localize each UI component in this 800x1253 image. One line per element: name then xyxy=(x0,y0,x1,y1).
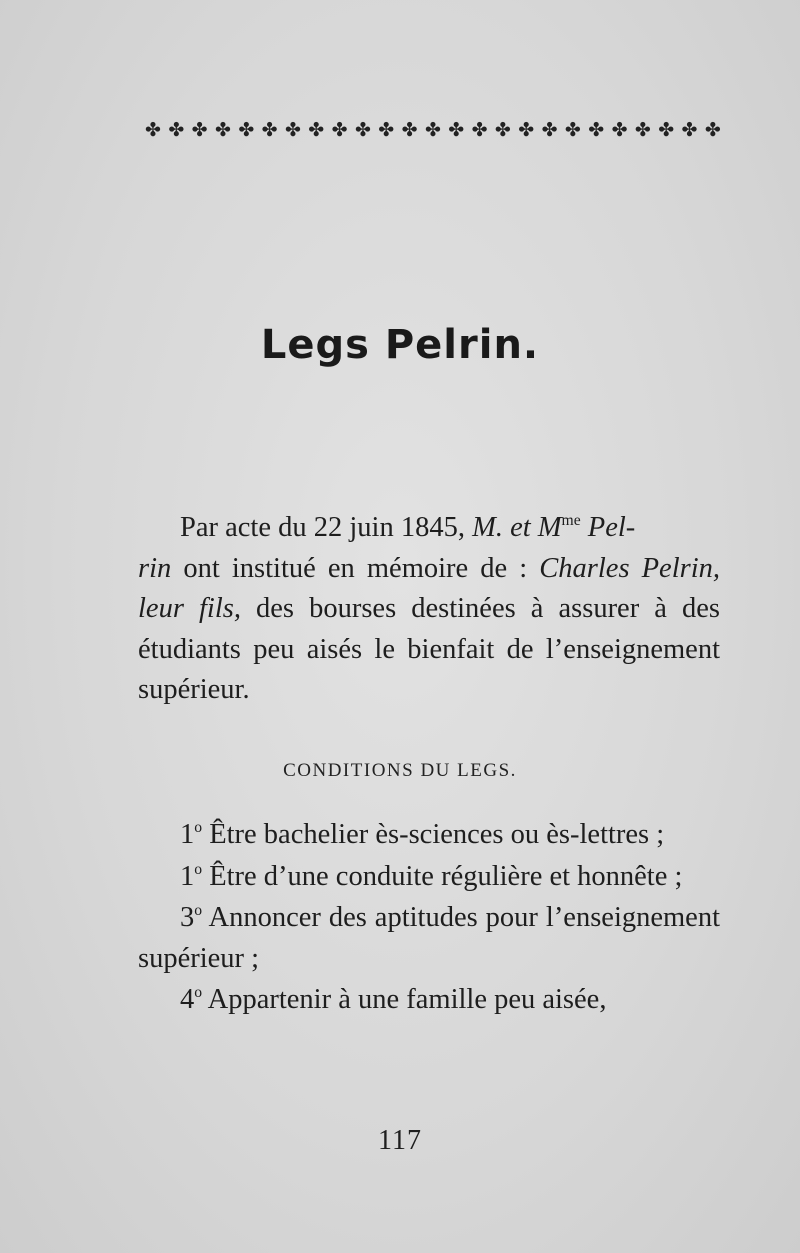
condition-item xyxy=(138,980,720,1021)
ornament-glyph: ✤ xyxy=(191,118,208,141)
intro-text-3: des bourses destinées à assurer à des étudiants peu aisés le bienfait de l’enseignement supérieur. xyxy=(138,593,720,705)
ornament-glyph: ✤ xyxy=(261,118,278,141)
ornament-glyph: ✤ xyxy=(611,118,628,141)
ordinal-mark: o xyxy=(194,984,203,1002)
ornament-glyph: ✤ xyxy=(564,118,581,141)
intro-sup: me xyxy=(561,512,581,530)
ornament-glyph: ✤ xyxy=(471,118,488,141)
condition-item xyxy=(138,815,720,856)
ornament-glyph: ✤ xyxy=(284,118,301,141)
page-number: 117 xyxy=(378,1125,422,1156)
condition-text: Être bachelier ès-sciences ou ès-lettres ; xyxy=(202,819,665,850)
condition-number: 1 xyxy=(180,819,195,850)
condition-item xyxy=(138,857,720,898)
condition-number: 1 xyxy=(180,860,195,892)
condition-number: 4 xyxy=(180,984,195,1015)
ornament-rule xyxy=(145,118,721,142)
ornament-glyph: ✤ xyxy=(378,118,395,141)
ornament-glyph: ✤ xyxy=(214,118,231,141)
ornament-glyph: ✤ xyxy=(354,118,371,141)
conditions-heading: CONDITIONS DU LEGS. xyxy=(283,760,517,781)
ornament-glyph: ✤ xyxy=(401,118,418,141)
intro-text-1: Par acte du 22 juin 1845, xyxy=(180,512,473,543)
conditions-list xyxy=(138,815,720,1022)
intro-italic-3: Charles Pelrin, leur fils, xyxy=(138,552,720,624)
intro-italic-2: Pel- rin xyxy=(138,512,636,584)
ornament-glyph: ✤ xyxy=(308,118,325,141)
ornament-glyph: ✤ xyxy=(704,118,721,141)
page-title: Legs Pelrin. xyxy=(260,322,540,368)
condition-text: Appartenir à une famille peu aisée, xyxy=(202,984,607,1015)
intro-paragraph xyxy=(138,508,720,711)
ornament-glyph: ✤ xyxy=(168,118,185,141)
ornament-glyph: ✤ xyxy=(681,118,698,141)
intro-italic-1: M. et M xyxy=(472,512,562,543)
ordinal-mark: o xyxy=(194,860,203,878)
ordinal-mark: o xyxy=(194,902,203,920)
ornament-glyph: ✤ xyxy=(448,118,465,141)
condition-text: Annoncer des aptitudes pour l’enseignement supérieur ; xyxy=(138,902,720,974)
ornament-glyph: ✤ xyxy=(518,118,535,141)
condition-item xyxy=(138,898,720,979)
ornament-glyph: ✤ xyxy=(145,118,161,141)
ornament-glyph: ✤ xyxy=(588,118,605,141)
ornament-glyph: ✤ xyxy=(238,118,255,141)
condition-text: Être d’une conduite régulière et honnête ; xyxy=(202,860,683,892)
ordinal-mark: o xyxy=(194,819,203,837)
ornament-glyph: ✤ xyxy=(331,118,348,141)
ornament-glyph: ✤ xyxy=(634,118,651,141)
condition-number: 3 xyxy=(180,902,195,933)
ornament-glyph: ✤ xyxy=(494,118,511,141)
ornament-glyph: ✤ xyxy=(424,118,441,141)
ornament-glyph: ✤ xyxy=(658,118,675,141)
ornament-glyph: ✤ xyxy=(541,118,558,141)
intro-text-2: ont institué en mémoire de : xyxy=(171,552,540,584)
